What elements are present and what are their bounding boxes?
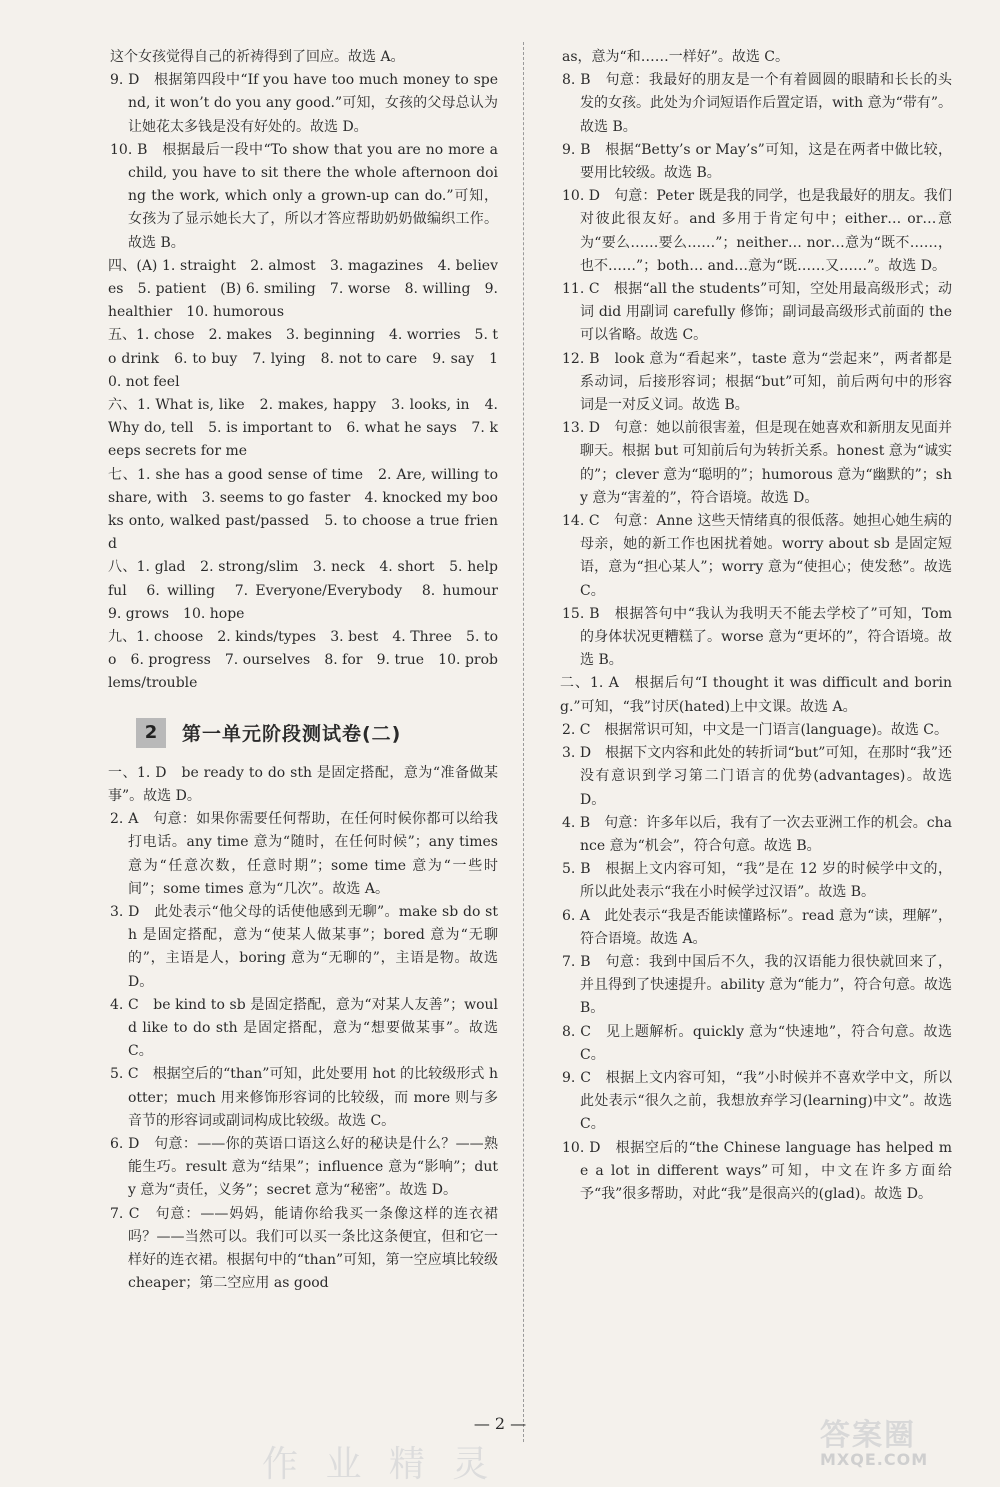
answer-paragraph: 10. B 根据最后一段中“To show that you are no more a child, you have to sit there the whole afternoon doing the work, which only a grown-up can do.”可知，女孩为了显示她长大了，所以才答应帮助奶奶做编织工作。故选 B。 [110,141,498,251]
answer-paragraph: 11. C 根据“all the students”可知，空处用最高级形式；动词 did 用副词 carefully 修饰；副词最高级形式前面的 the 可以省略。故选 C。 [562,281,952,344]
left-column [100,46,512,1295]
answer-paragraph: 9. C 根据上文内容可知，“我”小时候并不喜欢学中文，所以此处表示“很久之前，我想放弃学习(learning)中文”。故选 C。 [562,1069,952,1133]
answer-paragraph: 7. C 句意：——妈妈，能请你给我买一条像这样的连衣裙吗？——当然可以。我们可以买一条比这条便宜，但和它一样好的连衣裙。根据句中的“than”可知，第一空应填比较级 cheaper；第二空应用 as good [110,1205,498,1292]
answer-paragraph: 6. D 句意：——你的英语口语这么好的秘诀是什么？——熟能生巧。result 意为“结果”；influence 意为“影响”；duty 意为“责任，义务”；secret 意为“秘密”。故选 D。 [110,1135,498,1199]
answer-paragraph: 这个女孩觉得自己的祈祷得到了回应。故选 A。 [110,49,405,65]
watermark-logo-en: MXQE.COM [820,1450,929,1469]
watermark-logo-cn: 答案圈 [820,1418,916,1453]
answer-paragraph: 2. C 根据常识可知，中文是一门语言(language)。故选 C。 [562,721,949,738]
answer-paragraph: 10. D 句意：Peter 既是我的同学，也是我最好的朋友。我们对彼此很友好。and 多用于肯定句中；either… or…意为“要么……要么……”；neither… nor…意为“既不……，也不……”；both… and…意为“既……又……”。故选 D。 [562,188,952,274]
page-number: — 2 — [473,1414,527,1433]
answer-paragraph: 八、1. glad 2. strong/slim 3. neck 4. short 5. helpful 6. willing 7. Everyone/Everybody 8. humour 9. grows 10. hope [108,559,512,622]
answer-paragraph: as，意为“和……一样好”。故选 C。 [562,49,790,65]
left-answers-part1 [100,46,512,696]
answer-paragraph: 15. B 根据答句中“我认为我明天不能去学校了”可知，Tom 的身体状况更糟糕了。worse 意为“更坏的”，符合语境。故选 B。 [562,605,952,669]
answer-paragraph: 一、1. D be ready to do sth 是固定搭配，意为“准备做某事”。故选 D。 [108,764,498,804]
answer-paragraph: 13. D 句意：她以前很害羞，但是现在她喜欢和新朋友见面并聊天。根据 but 可知前后句为转折关系。honest 意为“诚实的”；clever 意为“聪明的”；humorous 意为“幽默的”；shy 意为“害羞的”，符合语境。故选 D。 [562,420,952,506]
answer-paragraph: 7. B 句意：我到中国后不久，我的汉语能力很快就回来了，并且得到了快速提升。ability 意为“能力”，符合句意。故选 B。 [562,953,952,1017]
right-answers [552,46,952,1206]
answer-paragraph: 4. C be kind to sb 是固定搭配，意为“对某人友善”；would like to do sth 是固定搭配，意为“想要做某事”。故选 C。 [110,996,498,1060]
answer-paragraph: 2. A 句意：如果你需要任何帮助，在任何时候你都可以给我打电话。any time 意为“随时，在任何时候”；any times 意为“任意次数，任意时期”；some time 意为“一些时间”；some times 意为“几次”。故选 A。 [110,811,498,897]
answer-paragraph: 四、(A) 1. straight 2. almost 3. magazines 4. believes 5. patient (B) 6. smiling 7. worse 8. willing 9. healthier 10. humorous [108,257,498,321]
answer-paragraph: 七、1. she has a good sense of time 2. Are, willing to share, with 3. seems to go faster 4. knocked my books onto, walked past/passed 5. to choose a true friend [108,466,498,553]
answer-paragraph: 九、1. choose 2. kinds/types 3. best 4. Three 5. too 6. progress 7. ourselves 8. for 9. true 10. problems/trouble [108,629,498,692]
answer-paragraph: 3. D 此处表示“他父母的话使他感到无聊”。make sb do sth 是固定搭配，意为“使某人做某事”；bored 意为“无聊的”，主语是人，boring 意为“无聊的”，主语是物。故选 D。 [110,903,498,990]
answer-paragraph: 14. C 句意：Anne 这些天情绪真的很低落。她担心她生病的母亲，她的新工作也困扰着她。worry about sb 是固定短语，意为“担心某人”；worry 意为“使担心；使发愁”。故选 C。 [562,513,952,599]
answer-paragraph: 9. D 根据第四段中“If you have too much money to spend, it won’t do you any good.”可知，女孩的父母总认为让她花太多钱是没有好处的。故选 D。 [110,72,498,135]
answer-paragraph: 8. B 句意：我最好的朋友是一个有着圆圆的眼睛和长长的头发的女孩。此处为介词短语作后置定语，with 意为“带有”。故选 B。 [562,72,952,135]
answer-paragraph: 4. B 句意：许多年以后，我有了一次去亚洲工作的机会。chance 意为“机会”，符合句意。故选 B。 [562,814,952,854]
answer-paragraph: 9. B 根据“Betty’s or May’s”可知，这是在两者中做比较，要用比较级。故选 B。 [562,141,952,182]
answer-paragraph: 六、1. What is, like 2. makes, happy 3. looks, in 4. Why do, tell 5. is important to 6. what he says 7. keeps secrets for me [108,397,498,460]
section-number-badge: 2 [136,718,166,748]
answer-paragraph: 二、1. A 根据后句“I thought it was difficult and boring.”可知，“我”讨厌(hated)上中文课。故选 A。 [560,675,952,715]
watermark-stamp: 作 业 精 灵 [262,1444,497,1485]
section-title-text: 第一单元阶段测试卷(二) [182,723,402,746]
section-title [136,718,498,748]
answer-paragraph: 10. D 根据空后的“the Chinese language has helped me a lot in different ways”可知，中文在许多方面给予“我”很多帮助，对此“我”是很高兴的(glad)。故选 D。 [562,1139,952,1202]
answer-paragraph: 3. D 根据下文内容和此处的转折词“but”可知，在那时“我”还没有意识到学习第二门语言的优势(advantages)。故选 D。 [562,745,952,808]
answer-paragraph: 5. B 根据上文内容可知，“我”是在 12 岁的时候学中文的，所以此处表示“我在小时候学过汉语”。故选 B。 [562,861,952,901]
right-column [552,46,952,1206]
answer-paragraph: 12. B look 意为“看起来”，taste 意为“尝起来”，两者都是系动词，后接形容词；根据“but”可知，前后两句中的形容词是一对反义词。故选 B。 [562,350,952,414]
column-divider [523,42,524,1442]
answer-paragraph: 8. C 见上题解析。quickly 意为“快速地”，符合句意。故选 C。 [562,1023,952,1063]
left-answers-part2 [100,762,498,1296]
answer-paragraph: 5. C 根据空后的“than”可知，此处要用 hot 的比较级形式 hotter；much 用来修饰形容词的比较级，而 more 则与多音节的形容词或副词构成比较级。故选 C。 [110,1066,498,1129]
answer-paragraph: 6. A 此处表示“我是否能读懂路标”。read 意为“读，理解”，符合语境。故选 A。 [562,907,952,947]
answer-paragraph: 五、1. chose 2. makes 3. beginning 4. worries 5. to drink 6. to buy 7. lying 8. not to care 9. say 10. not feel [108,327,498,390]
watermark-logo [820,1410,970,1469]
